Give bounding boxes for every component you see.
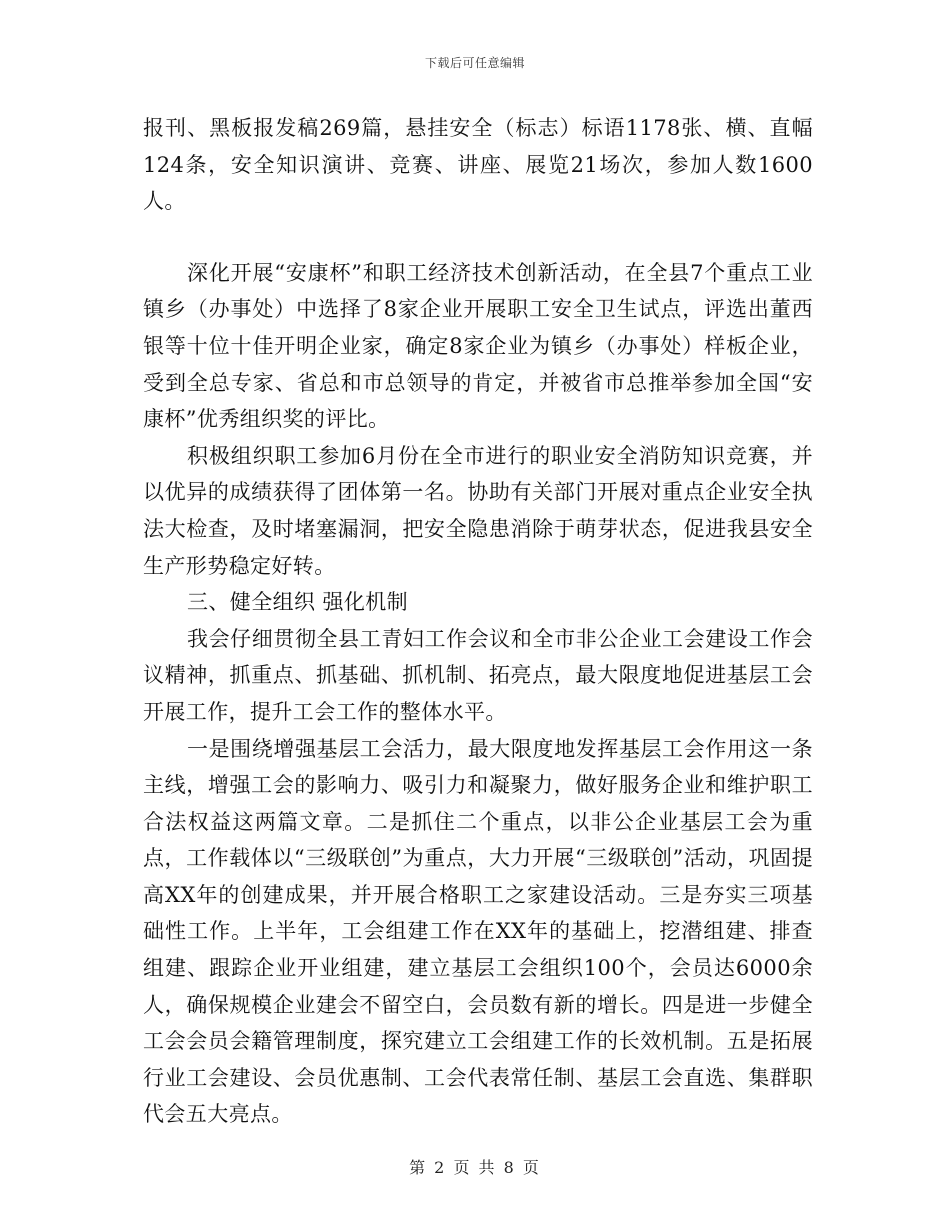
page-indicator: 第 2 页 共 8 页 bbox=[409, 1158, 541, 1177]
paragraph-five-highlights: 一是围绕增强基层工会活力，最大限度地发挥基层工会作用这一条主线，增强工会的影响力、吸引力和凝聚力，做好服务企业和维护职工合法权益这两篇文章。二是抓住二个重点，以非公企业基层工会为重点，工作载体以“三级联创”为重点，大力开展“三级联创”活动，巩固提高XX年的创建成果，并开展合格职工之家建设活动。三是夯实三项基础性工作。上半年，工会组建工作在XX年的基础上，挖潜组建、排查组建、跟踪企业开业组建，建立基层工会组织100个，会员达6000余人，确保规模企业建会不留空白，会员数有新的增长。四是进一步健全工会会员会籍管理制度，探究建立工会组建工作的长效机制。五是拓展行业工会建设、会员优惠制、工会代表常任制、基层工会直选、集群职代会五大亮点。 bbox=[143, 736, 813, 1127]
header-note: 下载后可任意编辑 bbox=[424, 56, 525, 70]
paragraph-ankang-cup: 深化开展“安康杯”和职工经济技术创新活动，在全县7个重点工业镇乡（办事处）中选择了8家企业开展职工安全卫生试点，评选出董西银等十位十佳开明企业家，确定8家企业为镇乡（办事处）样板企业，受到全总专家、省总和市总领导的肯定，并被省市总推举参加全国“安康杯”优秀组织奖的评比。 bbox=[143, 260, 813, 432]
document-body bbox=[143, 110, 813, 1133]
section-heading-organization: 三、健全组织 强化机制 bbox=[187, 590, 409, 615]
paragraph-safety-competition: 积极组织职工参加6月份在全市进行的职业安全消防知识竞赛，并以优异的成绩获得了团体第一名。协助有关部门开展对重点企业安全执法大检查，及时堵塞漏洞，把安全隐患消除于萌芽状态，促进我县安全生产形势稳定好转。 bbox=[143, 443, 813, 578]
paragraph-meeting-spirit: 我会仔细贯彻全县工青妇工作会议和全市非公企业工会建设工作会议精神，抓重点、抓基础、抓机制、拓亮点，最大限度地促进基层工会开展工作，提升工会工作的整体水平。 bbox=[143, 626, 813, 724]
paragraph-publicity-stats: 报刊、黑板报发稿269篇，悬挂安全（标志）标语1178张、横、直幅124条，安全知识演讲、竞赛、讲座、展览21场次，参加人数1600人。 bbox=[143, 116, 813, 214]
